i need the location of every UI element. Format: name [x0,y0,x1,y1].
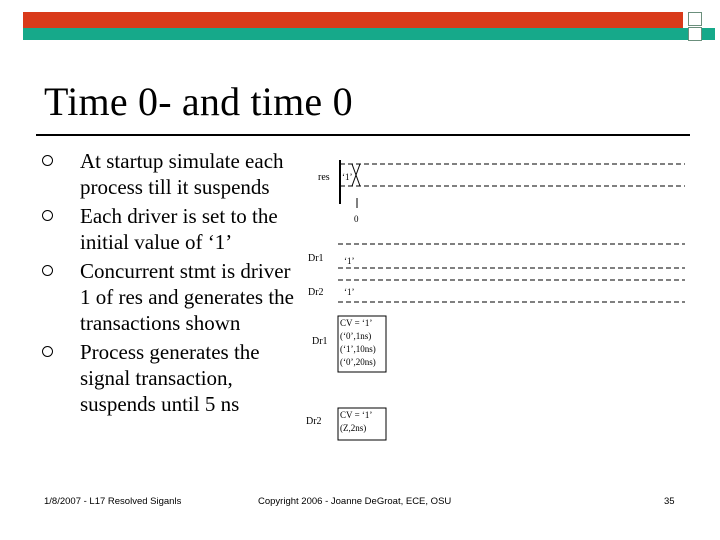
time-zero-label: 0 [354,214,359,224]
res-label: res [318,172,330,183]
dr1-box-line: CV = ‘1’ [340,318,373,328]
bullet-text: Concurrent stmt is driver 1 of res and generates the transactions shown [80,259,294,335]
bullet-text: At startup simulate each process till it suspends [80,149,284,199]
footer-page-number: 35 [664,496,675,507]
bullet-item [40,258,300,336]
dr2-box-line: CV = ‘1’ [340,410,373,420]
dr2-box-label: Dr2 [306,416,322,427]
bullet-circle-icon [42,346,53,357]
title-divider [36,134,690,136]
header-square-icon [688,12,702,26]
bullet-circle-icon [42,210,53,221]
bullet-item [40,148,300,200]
dr1-value: ‘1’ [344,256,355,266]
dr1-box-line: (‘0’,20ns) [340,357,376,367]
bullet-list [40,148,300,417]
slide-title: Time 0- and time 0 [44,79,353,124]
footer-copyright: Copyright 2006 - Joanne DeGroat, ECE, OSU [258,496,452,507]
bullet-circle-icon [42,155,53,166]
bullet-item [40,203,300,255]
bullet-circle-icon [42,265,53,276]
dr1-box-line: (‘0’,1ns) [340,331,372,341]
dr2-value: ‘1’ [344,287,355,297]
header-square-icon [688,27,702,41]
res-value: ‘1’ [342,172,353,182]
bullet-text: Each driver is set to the initial value of ‘1’ [80,204,278,254]
dr2-box-line: (Z,2ns) [340,423,367,433]
header-bar-red [23,12,683,28]
bullet-item [40,339,300,417]
dr1-box-label: Dr1 [312,336,328,347]
footer-date-topic: 1/8/2007 - L17 Resolved Siganls [44,496,182,507]
header-bar-green [23,28,715,40]
dr1-box-line: (‘1’,10ns) [340,344,376,354]
dr2-label: Dr2 [308,287,324,298]
bullet-text: Process generates the signal transaction, suspends until 5 ns [80,340,260,416]
driver-timing-diagram [300,150,700,460]
dr1-label: Dr1 [308,253,324,264]
